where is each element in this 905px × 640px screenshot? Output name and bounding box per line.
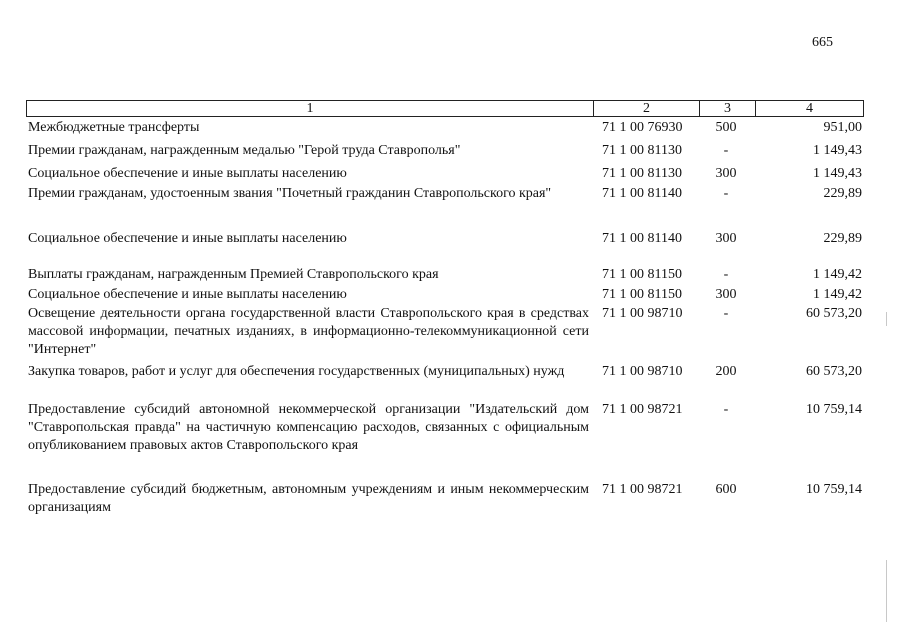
header-col-1: 1 <box>27 101 594 116</box>
row-code: 71 1 00 98721 <box>602 482 683 497</box>
row-code: 71 1 00 81130 <box>602 166 682 181</box>
header-col-4: 4 <box>806 101 813 116</box>
row-code: 71 1 00 81150 <box>602 287 682 302</box>
row-amount: 10 759,14 <box>806 482 862 497</box>
row-type: - <box>723 186 729 201</box>
row-name: Предоставление субсидий автономной некоммерческой организации "Издательский дом "Ставропольская правда" на частичную компенсацию расходов, связанных с официальным опубликованием правовых актов Ставропольского края <box>28 402 589 453</box>
row-code: 71 1 00 98710 <box>602 306 683 321</box>
row-type: - <box>723 306 729 321</box>
header-col-3: 3 <box>700 101 756 116</box>
row-code: 71 1 00 81140 <box>602 231 682 246</box>
row-name: Премии гражданам, награжденным медалью "Герой труда Ставрополья" <box>28 143 461 158</box>
page-number: 665 <box>812 35 833 50</box>
row-type: 500 <box>715 120 737 135</box>
row-type: 600 <box>715 482 737 497</box>
row-code: 71 1 00 98721 <box>602 402 683 417</box>
row-code: 71 1 00 76930 <box>602 120 683 135</box>
scan-artifact <box>886 312 887 326</box>
row-type: 300 <box>715 231 737 246</box>
row-name: Социальное обеспечение и иные выплаты населению <box>28 231 347 246</box>
row-name: Межбюджетные трансферты <box>28 120 200 135</box>
row-type: - <box>723 267 729 282</box>
row-name: Премии гражданам, удостоенным звания "Почетный гражданин Ставропольского края" <box>28 186 552 201</box>
row-type: 300 <box>715 287 737 302</box>
row-amount: 1 149,42 <box>813 267 862 282</box>
row-name: Социальное обеспечение и иные выплаты населению <box>28 166 347 181</box>
row-amount: 60 573,20 <box>806 306 862 321</box>
row-code: 71 1 00 81150 <box>602 267 682 282</box>
row-name: Предоставление субсидий бюджетным, автономным учреждениям и иным некоммерческим организациям <box>28 482 589 515</box>
row-name: Освещение деятельности органа государственной власти Ставропольского края в средствах массовой информации, печатных изданиях, в информационно-телекоммуникационной сети "Интернет" <box>28 306 589 357</box>
row-amount: 229,89 <box>823 186 862 201</box>
row-type: - <box>723 143 729 158</box>
row-amount: 1 149,43 <box>813 166 862 181</box>
row-code: 71 1 00 81140 <box>602 186 682 201</box>
row-amount: 10 759,14 <box>806 402 862 417</box>
row-name: Социальное обеспечение и иные выплаты населению <box>28 287 347 302</box>
header-col-2: 2 <box>594 101 700 116</box>
row-name: Выплаты гражданам, награжденным Премией Ставропольского края <box>28 267 439 282</box>
row-name: Закупка товаров, работ и услуг для обеспечения государственных (муниципальных) нужд <box>28 364 565 379</box>
row-type: 300 <box>715 166 737 181</box>
row-amount: 229,89 <box>823 231 862 246</box>
row-code: 71 1 00 98710 <box>602 364 683 379</box>
row-type: - <box>723 402 729 417</box>
table-header <box>26 100 864 117</box>
row-amount: 1 149,42 <box>813 287 862 302</box>
row-amount: 1 149,43 <box>813 143 862 158</box>
row-amount: 60 573,20 <box>806 364 862 379</box>
row-amount: 951,00 <box>823 120 862 135</box>
row-code: 71 1 00 81130 <box>602 143 682 158</box>
row-type: 200 <box>715 364 737 379</box>
scan-artifact <box>886 560 887 622</box>
